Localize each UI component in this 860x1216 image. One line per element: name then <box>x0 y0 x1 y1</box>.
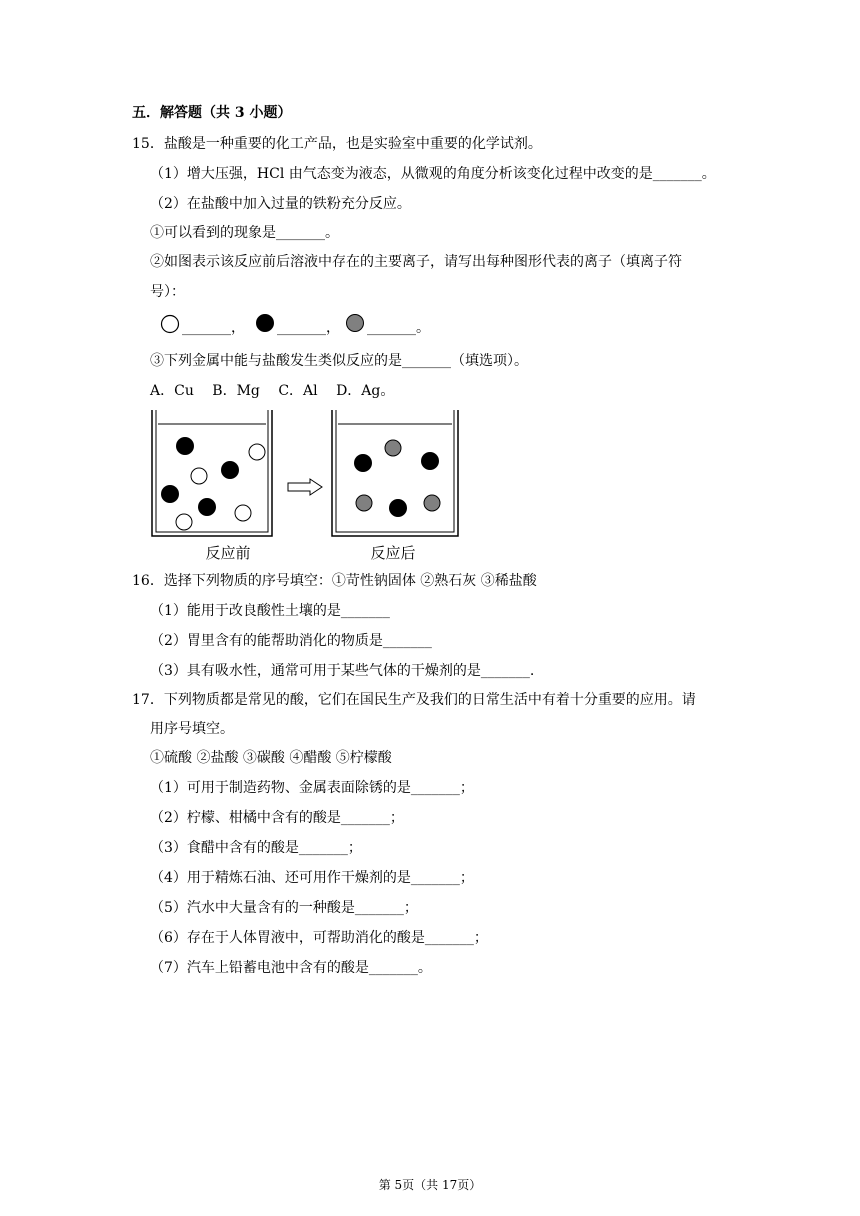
arrow-right-icon <box>288 479 322 495</box>
black-ion <box>198 498 216 516</box>
q15-options: A．Cu B．Mg C．Al D．Ag。 <box>150 383 395 399</box>
black-ion-icon <box>255 313 275 333</box>
white-ion <box>235 505 251 521</box>
q17-part4: （4）用于精炼石油、还可用作干燥剂的是_______； <box>150 870 474 886</box>
q17-part7: （7）汽车上铅蓄电池中含有的酸是_______。 <box>150 960 432 976</box>
q17-part3: （3）食醋中含有的酸是_______； <box>150 840 362 856</box>
blank-gray-ion: _______。 <box>367 320 430 336</box>
q15-sub2-line1: ②如图表示该反应前后溶液中存在的主要离子，请写出每种图形代表的离子（填离子符 <box>150 254 682 270</box>
black-ion <box>221 461 239 479</box>
gray-ion <box>385 440 401 456</box>
white-ion <box>249 444 265 460</box>
q15-stem: 15．盐酸是一种重要的化工产品，也是实验室中重要的化学试剂。 <box>132 136 542 152</box>
q15-sub1: ①可以看到的现象是_______。 <box>150 225 339 241</box>
beaker-after <box>332 410 458 536</box>
reaction-diagram <box>148 408 468 564</box>
white-ion <box>176 514 192 530</box>
q16-part2: （2）胃里含有的能帮助消化的物质是_______ <box>150 633 432 649</box>
black-ion <box>354 454 372 472</box>
q16-stem: 16．选择下列物质的序号填空：①苛性钠固体 ②熟石灰 ③稀盐酸 <box>132 573 537 589</box>
section-title: 五．解答题（共 3 小题） <box>132 105 292 121</box>
black-ion <box>389 499 407 517</box>
q17-acid-list: ①硫酸 ②盐酸 ③碳酸 ④醋酸 ⑤柠檬酸 <box>150 750 392 766</box>
q16-part3: （3）具有吸水性，通常可用于某些气体的干燥剂的是_______. <box>150 663 535 679</box>
q15-sub2-line2: 号）： <box>150 284 185 300</box>
q15-sub3: ③下列金属中能与盐酸发生类似反应的是_______（填选项）。 <box>150 353 528 369</box>
white-ion-icon <box>160 314 180 334</box>
gray-ion <box>356 495 372 511</box>
black-ion <box>421 452 439 470</box>
gray-ion <box>424 495 440 511</box>
q17-part1: （1）可用于制造药物、金属表面除锈的是_______； <box>150 780 474 796</box>
label-after: 反应后 <box>370 544 416 562</box>
blank-black-ion: _______， <box>277 320 340 336</box>
black-ion <box>161 485 179 503</box>
q17-part6: （6）存在于人体胃液中，可帮助消化的酸是_______； <box>150 930 488 946</box>
q15-part2: （2）在盐酸中加入过量的铁粉充分反应。 <box>150 196 411 212</box>
q17-stem-line1: 17．下列物质都是常见的酸，它们在国民生产及我们的日常生活中有着十分重要的应用。请 <box>132 692 696 708</box>
label-before: 反应前 <box>205 544 251 562</box>
q17-stem-line2: 用序号填空。 <box>150 721 234 737</box>
page-footer: 第 5页（共 17页） <box>378 1178 482 1192</box>
q17-part5: （5）汽水中大量含有的一种酸是_______； <box>150 900 418 916</box>
beaker-before <box>152 410 272 536</box>
q15-part1: （1）增大压强，HCl 由气态变为液态，从微观的角度分析该变化过程中改变的是_______。 <box>150 166 716 182</box>
white-ion <box>191 468 207 484</box>
blank-white-ion: _______， <box>182 320 245 336</box>
q17-part2: （2）柠檬、柑橘中含有的酸是_______； <box>150 810 404 826</box>
gray-ion-icon <box>345 313 365 333</box>
q16-part1: （1）能用于改良酸性土壤的是_______ <box>150 603 390 619</box>
black-ion <box>176 437 194 455</box>
